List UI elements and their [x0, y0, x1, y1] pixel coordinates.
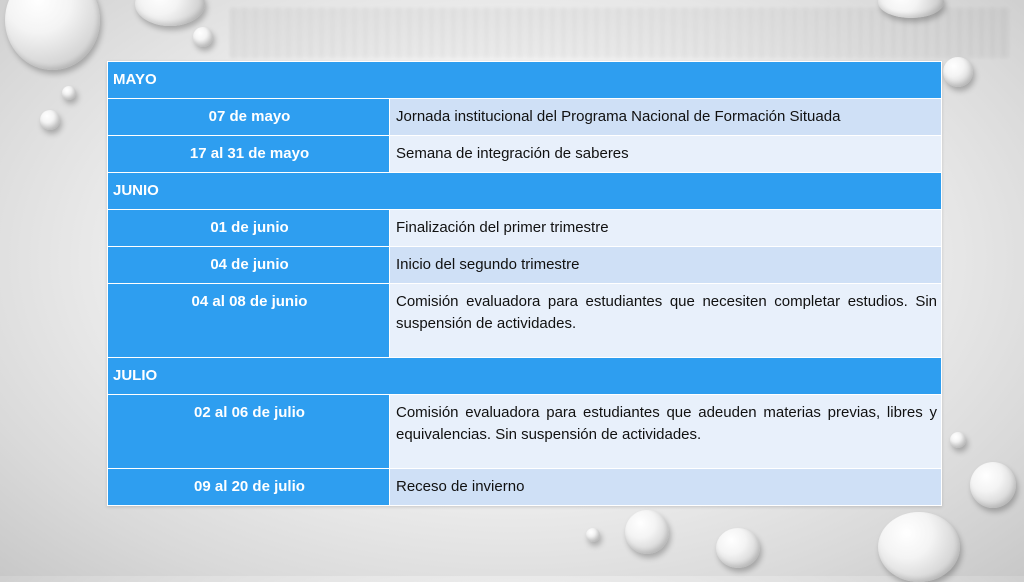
table-row [108, 136, 942, 173]
water-drop-decoration [716, 528, 760, 568]
description-cell: Comisión evaluadora para estudiantes que adeuden materias previas, libres y equivalencias. Sin suspensión de actividades. [390, 395, 942, 469]
table-row [108, 99, 942, 136]
water-drop-decoration [135, 0, 205, 26]
month-header-row [108, 62, 942, 99]
description-cell: Jornada institucional del Programa Nacional de Formación Situada [390, 99, 942, 136]
month-label: JUNIO [108, 173, 942, 210]
date-cell: 01 de junio [108, 210, 390, 247]
water-drop-decoration [878, 512, 960, 582]
month-label: MAYO [108, 62, 942, 99]
table-row [108, 284, 942, 358]
table-row [108, 469, 942, 506]
month-header-row [108, 173, 942, 210]
date-cell: 17 al 31 de mayo [108, 136, 390, 173]
water-drop-decoration [943, 57, 973, 87]
water-drop-decoration [950, 432, 966, 448]
date-cell: 04 al 08 de junio [108, 284, 390, 358]
table-row [108, 247, 942, 284]
water-drop-decoration [5, 0, 100, 70]
date-cell: 09 al 20 de julio [108, 469, 390, 506]
description-cell: Semana de integración de saberes [390, 136, 942, 173]
month-header-row [108, 358, 942, 395]
table-row [108, 210, 942, 247]
table-row [108, 395, 942, 469]
water-drop-decoration [40, 110, 60, 130]
description-cell: Finalización del primer trimestre [390, 210, 942, 247]
water-drop-decoration [625, 510, 669, 554]
description-cell: Comisión evaluadora para estudiantes que necesiten completar estudios. Sin suspensión de actividades. [390, 284, 942, 358]
date-cell: 02 al 06 de julio [108, 395, 390, 469]
date-cell: 04 de junio [108, 247, 390, 284]
month-label: JULIO [108, 358, 942, 395]
calendar-table [107, 61, 942, 506]
description-cell: Inicio del segundo trimestre [390, 247, 942, 284]
date-cell: 07 de mayo [108, 99, 390, 136]
water-drop-decoration [62, 86, 76, 100]
water-drop-decoration [586, 528, 600, 542]
water-drop-decoration [970, 462, 1016, 508]
description-cell: Receso de invierno [390, 469, 942, 506]
water-drop-decoration [193, 27, 213, 47]
